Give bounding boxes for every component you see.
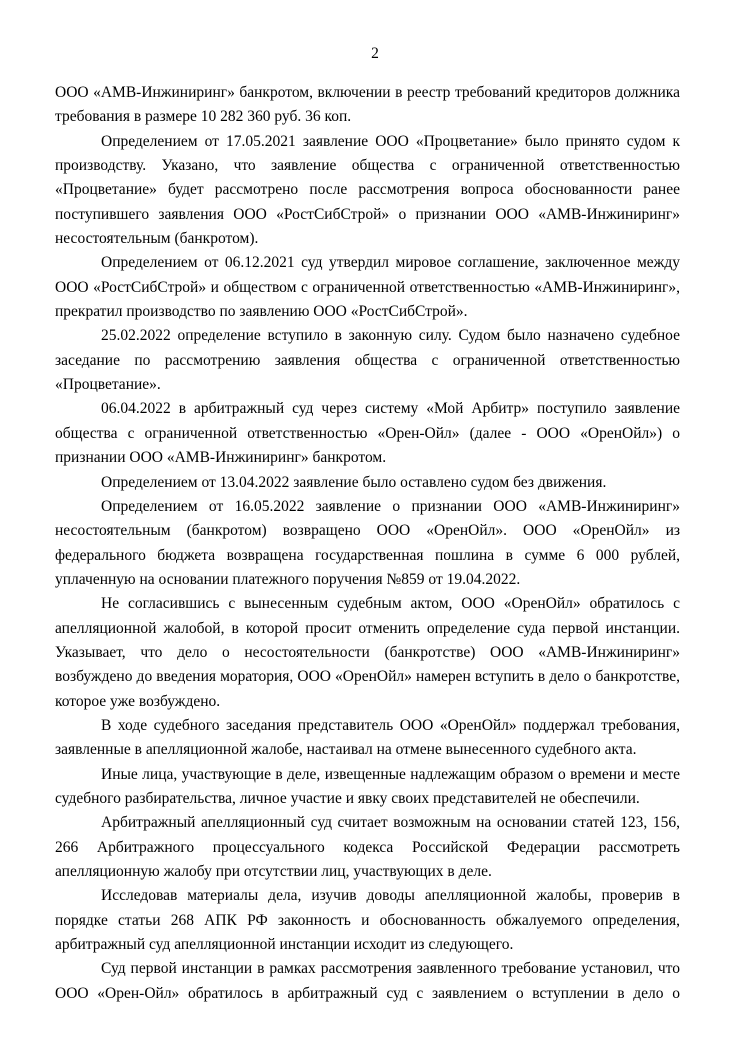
paragraph-5: 06.04.2022 в арбитражный суд через систему «Мой Арбитр» поступило заявление общества с ограниченной ответственностью «Орен-Ойл» (далее - ООО «ОренОйл») о признании ООО «АМВ-Инжиниринг» банкротом. [55, 400, 680, 467]
paragraph-10: Иные лица, участвующие в деле, извещенные надлежащим образом о времени и месте судебного разбирательства, личное участие и явку своих представителей не обеспечили. [55, 765, 680, 807]
paragraph-13: Суд первой инстанции в рамках рассмотрения заявленного требование установил, что ООО «Орен-Ойл» обратилось в арбитражный суд с заявлением о вступлении в дело о [55, 960, 680, 1002]
paragraph-11: Арбитражный апелляционный суд считает возможным на основании статей 123, 156, 266 Арбитражного процессуального кодекса Российской Федерации рассмотреть апелляционную жалобу при отсутствии лиц, участвующих в деле. [55, 814, 680, 880]
document-body [55, 81, 680, 1006]
paragraph-9: В ходе судебного заседания представитель ООО «ОренОйл» поддержал требования, заявленные в апелляционной жалобе, настаивал на отмене вынесенного судебного акта. [55, 716, 680, 759]
paragraph-1: ООО «АМВ-Инжиниринг» банкротом, включении в реестр требований кредиторов должника требования в размере 10 282 360 руб. 36 коп. [55, 84, 680, 126]
paragraph-3: Определением от 06.12.2021 суд утвердил мировое соглашение, заключенное между ООО «РостСибСтрой» и обществом с ограниченной ответственностью «АМВ-Инжиниринг», прекратил производство по заявлению ООО «РостСибСтрой». [55, 254, 680, 321]
paragraph-7: Определением от 16.05.2022 заявление о признании ООО «АМВ-Инжиниринг» несостоятельным (банкротом) возвращено ООО «ОренОйл». ООО «ОренОйл» из федерального бюджета возвращена государственная пошлина в сумме 6 000 рублей, уплаченную на основании платежного поручения №859 от 19.04.2022. [55, 497, 680, 588]
paragraph-12: Исследовав материалы дела, изучив доводы апелляционной жалобы, проверив в порядке статьи 268 АПК РФ законность и обоснованность обжалуемого определения, арбитражный суд апелляционной инстанции исходит из следующего. [55, 887, 680, 954]
paragraph-4: 25.02.2022 определение вступило в законную силу. Судом было назначено судебное заседание по рассмотрению заявления общества с ограниченной ответственностью «Процветание». [55, 327, 680, 394]
paragraph-2: Определением от 17.05.2021 заявление ООО «Процветание» было принято судом к производству. Указано, что заявление общества с ограниченной ответственностью «Процветание» будет рассмотрено после рассмотрения вопроса обоснованности ранее поступившего заявления ООО «РостСибСтрой» о признании ООО «АМВ-Инжиниринг» несостоятельным (банкротом). [55, 132, 680, 248]
page-number: 2 [371, 45, 379, 62]
paragraph-8: Не согласившись с вынесенным судебным актом, ООО «ОренОйл» обратилось с апелляционной жалобой, в которой просит отменить определение суда первой инстанции. Указывает, что дело о несостоятельности (банкротстве) ООО «АМВ-Инжиниринг» возбуждено до введения моратория, ООО «ОренОйл» намерен вступить в дело о банкротстве, которое уже возбуждено. [55, 595, 680, 710]
paragraph-6: Определением от 13.04.2022 заявление было оставлено судом без движения. [101, 473, 607, 491]
